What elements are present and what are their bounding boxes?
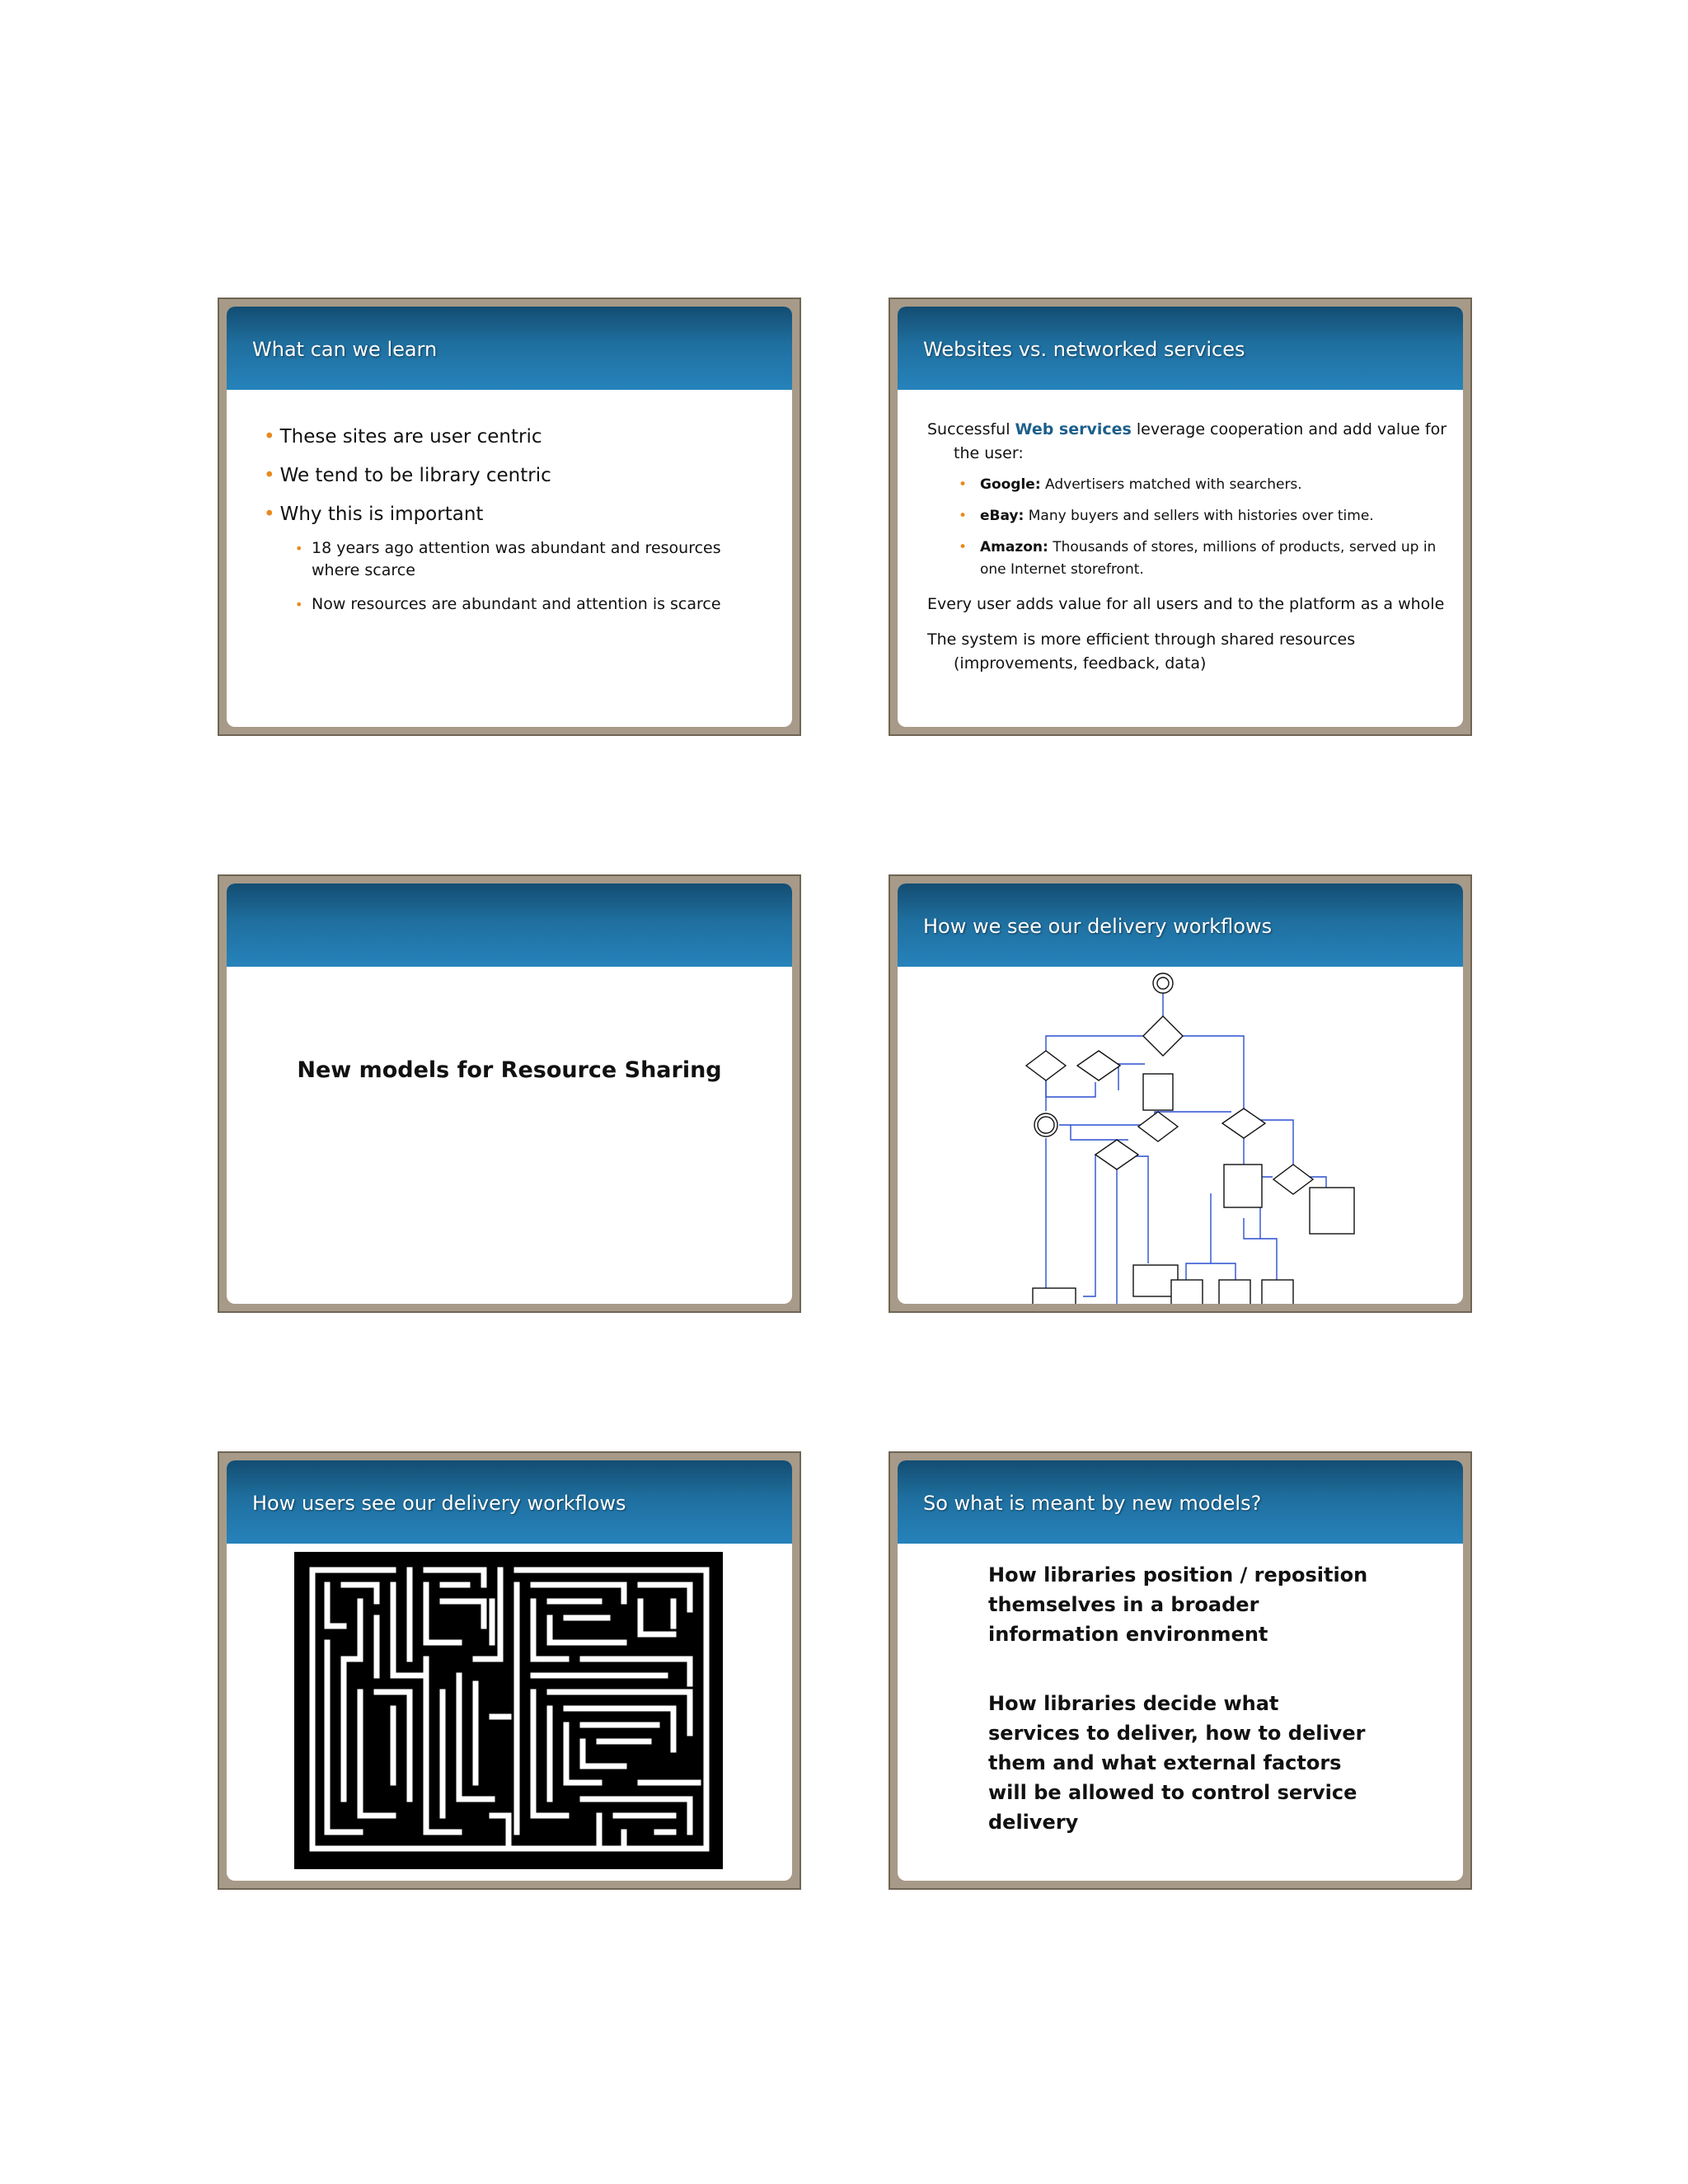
slide-header (898, 307, 1463, 390)
list-item: • Google: Advertisers matched with searchers. (959, 474, 1455, 496)
bullet-icon: • (959, 476, 968, 493)
bullet-icon: • (959, 539, 968, 555)
maze-image (294, 1552, 723, 1869)
slide-how-we-see-workflows (889, 874, 1472, 1313)
slide-title: So what is meant by new models? (923, 1492, 1262, 1515)
intro-paragraph: Successful Web services leverage cooperation and add value for the user: (927, 420, 1447, 462)
slide-header (227, 883, 792, 967)
list-item: • 18 years ago attention was abundant and resources where scarce (295, 539, 721, 579)
slide-title: Websites vs. networked services (923, 338, 1245, 361)
slide-canvas (898, 883, 1463, 1304)
list-item: • eBay: Many buyers and sellers with histories over time. (959, 505, 1455, 527)
bullet-icon: • (264, 426, 275, 448)
slide-body (227, 1544, 792, 1881)
slide-body (898, 967, 1463, 1304)
paragraph: How libraries decide what services to deliver, how to deliver them and what external factors will be allowed to control service delivery (988, 1692, 1366, 1834)
list-item: • Amazon: Thousands of stores, millions of products, served up in one Internet storefront. (959, 537, 1455, 581)
paragraph: The system is more efficient through shared resources (improvements, feedback, data) (927, 630, 1356, 673)
slide-what-is-meant (889, 1451, 1472, 1890)
paragraph: How libraries position / reposition themselves in a broader information environment (988, 1563, 1368, 1646)
slide-title: How we see our delivery workflows (923, 915, 1273, 938)
list-item: • These sites are user centric (264, 426, 542, 448)
slide-title: What can we learn (252, 338, 438, 361)
example-list (959, 474, 1455, 581)
slide-websites-vs-networked-services (889, 298, 1472, 736)
slide-header (227, 1460, 792, 1544)
slide-body (227, 390, 792, 727)
list-item: • Now resources are abundant and attention is scarce (295, 593, 748, 616)
slide-canvas (227, 307, 792, 727)
slide-canvas (898, 307, 1463, 727)
slide-canvas (898, 1460, 1463, 1881)
workflow-flowchart (898, 967, 1463, 1304)
sub-bullet-list (295, 537, 748, 616)
slide-canvas (227, 1460, 792, 1881)
slide-header (898, 1460, 1463, 1544)
slide-heading: New models for Resource Sharing (297, 1057, 722, 1083)
slide-body (898, 390, 1463, 727)
paragraph: Every user adds value for all users and to the platform as a whole (927, 595, 1445, 613)
bullet-icon: • (264, 465, 275, 486)
bullet-icon: • (295, 597, 303, 612)
slide-body (227, 967, 792, 1304)
slide-new-models (218, 874, 801, 1313)
slide-body (898, 1544, 1463, 1881)
bullet-icon: • (264, 504, 275, 525)
slide-header (898, 883, 1463, 967)
list-item: • Why this is important (264, 504, 484, 525)
highlight-text: Web services (1015, 420, 1132, 438)
slide-how-users-see-workflows (218, 1451, 801, 1890)
bullet-icon: • (295, 541, 303, 556)
slide-header (227, 307, 792, 390)
slide-what-can-we-learn (218, 298, 801, 736)
bullet-list (264, 426, 758, 627)
slide-canvas (227, 883, 792, 1304)
list-item: • We tend to be library centric (264, 465, 551, 486)
bullet-icon: • (959, 508, 968, 524)
slide-title: How users see our delivery workflows (252, 1492, 626, 1515)
